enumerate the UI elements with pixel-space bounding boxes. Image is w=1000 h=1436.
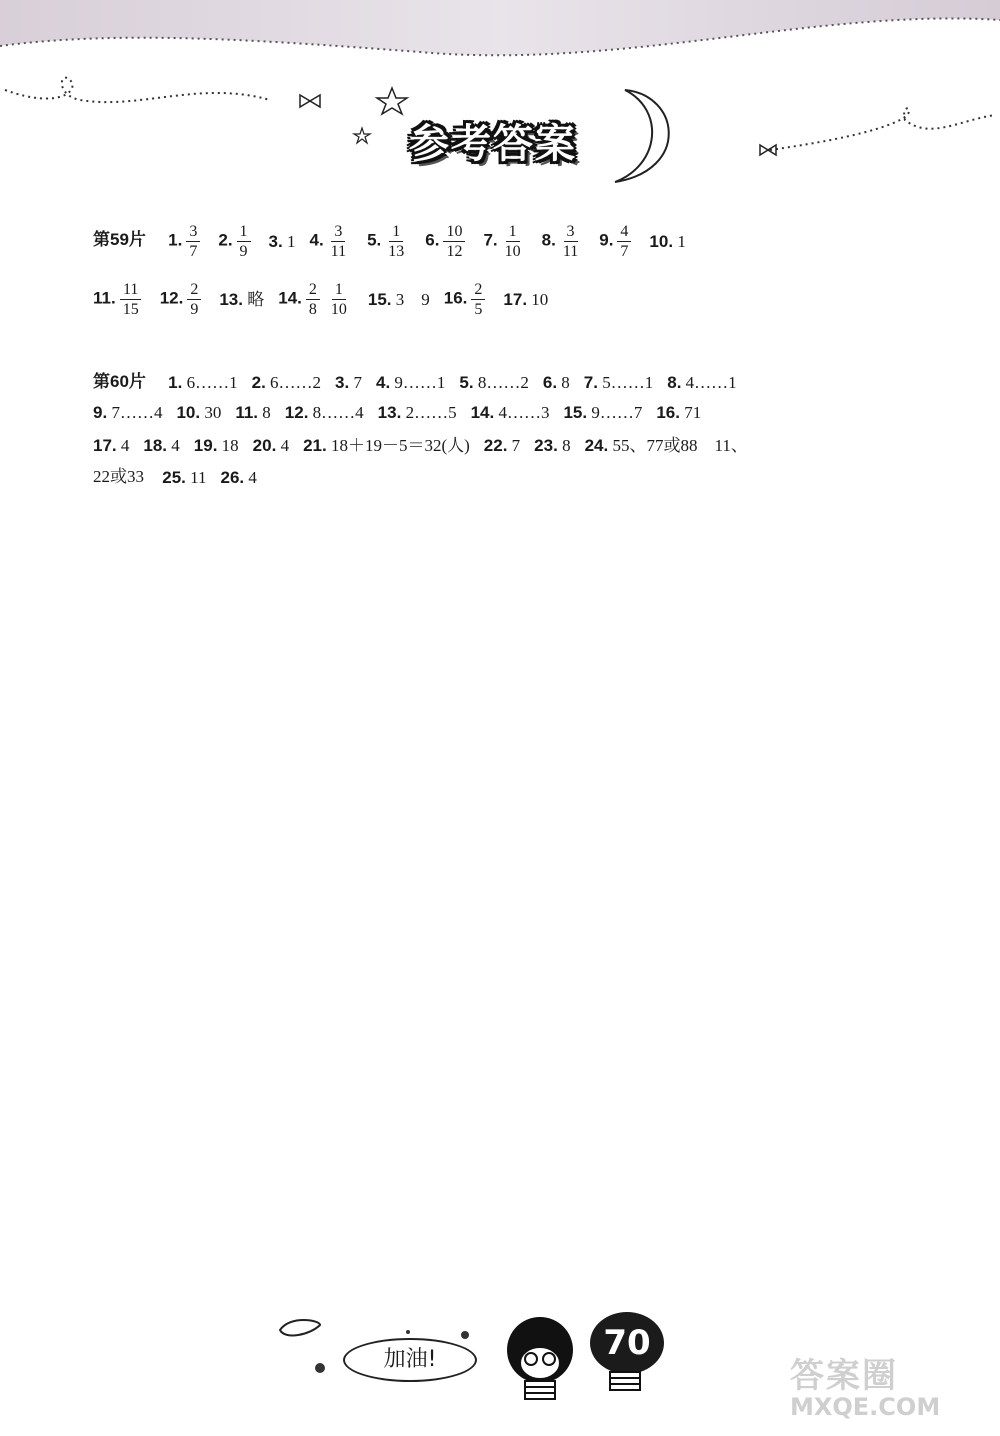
answer-value: 8 bbox=[557, 373, 570, 393]
question-number: 24. bbox=[584, 436, 609, 456]
answer-item bbox=[534, 434, 570, 458]
fraction-numerator: 10 bbox=[443, 222, 465, 242]
fraction-denominator: 7 bbox=[189, 243, 198, 260]
fraction bbox=[443, 222, 465, 261]
answer-item bbox=[367, 222, 411, 261]
bow-icon bbox=[300, 95, 320, 107]
fraction bbox=[328, 222, 349, 261]
answer-item bbox=[221, 466, 257, 490]
answer-item bbox=[253, 434, 289, 458]
answer-item bbox=[667, 371, 736, 395]
fraction-denominator: 7 bbox=[620, 243, 629, 260]
answer-item bbox=[252, 371, 321, 395]
answer-item bbox=[585, 434, 748, 458]
fraction bbox=[471, 280, 485, 319]
answer-item bbox=[235, 401, 270, 425]
fraction-denominator: 9 bbox=[239, 243, 248, 260]
question-number: 4. bbox=[309, 230, 324, 250]
answer-item bbox=[278, 280, 354, 319]
kid-body-icon bbox=[600, 1370, 650, 1400]
answer-item bbox=[176, 401, 221, 425]
section60-row1 bbox=[93, 370, 751, 395]
question-number: 17. bbox=[93, 436, 117, 456]
question-number: 19. bbox=[193, 436, 218, 456]
bow-icon-right bbox=[760, 145, 776, 155]
small-star-icon bbox=[354, 128, 370, 143]
answer-item bbox=[194, 434, 239, 458]
watermark-logo: 答案圈 bbox=[790, 1356, 898, 1396]
answer-item bbox=[563, 401, 642, 425]
question-number: 10. bbox=[649, 231, 674, 251]
answer-item bbox=[378, 401, 457, 425]
question-number: 14. bbox=[470, 403, 495, 423]
question-number: 16. bbox=[656, 403, 680, 423]
drop-icon bbox=[280, 1320, 320, 1335]
question-number: 1. bbox=[168, 230, 183, 250]
fraction-denominator: 11 bbox=[330, 243, 347, 260]
fraction bbox=[502, 222, 524, 261]
question-number: 16. bbox=[443, 288, 468, 308]
answer-value: 5……1 bbox=[597, 373, 654, 393]
fraction-numerator: 11 bbox=[120, 280, 141, 300]
fraction bbox=[120, 280, 142, 319]
watermark-url: MXQE.COM bbox=[790, 1393, 941, 1421]
answer-item bbox=[599, 222, 635, 261]
question-number: 2. bbox=[251, 373, 266, 393]
page-number: 70 bbox=[590, 1312, 664, 1374]
question-number: 2. bbox=[218, 230, 233, 250]
question-number: 20. bbox=[252, 436, 277, 456]
watermark bbox=[790, 1348, 940, 1421]
question-number: 11. bbox=[93, 288, 116, 308]
answer-value: 9……1 bbox=[390, 373, 446, 393]
answer-item bbox=[303, 434, 470, 458]
fraction-denominator: 9 bbox=[190, 301, 199, 318]
answer-value: 18＋19－5＝32(人) bbox=[326, 436, 470, 456]
answer-item bbox=[143, 434, 179, 458]
answer-item bbox=[584, 371, 653, 395]
fraction-denominator: 5 bbox=[474, 301, 483, 318]
answer-item bbox=[543, 371, 570, 395]
answer-value: 8 bbox=[557, 436, 571, 456]
answer-value: 6……1 bbox=[182, 373, 238, 393]
cheer-bubble: 加油! bbox=[343, 1338, 477, 1382]
fraction-denominator: 8 bbox=[308, 301, 317, 318]
question-number: 9. bbox=[93, 403, 108, 423]
answer-value: 30 bbox=[200, 403, 222, 423]
question-number: 10. bbox=[176, 403, 201, 423]
answer-item bbox=[425, 222, 469, 261]
answer-item bbox=[93, 401, 162, 425]
answer-item bbox=[484, 434, 520, 458]
question-number: 14. bbox=[278, 288, 302, 308]
question-number: 11. bbox=[235, 403, 259, 423]
answer-value: 8……4 bbox=[308, 403, 364, 423]
question-number: 15. bbox=[367, 289, 392, 309]
fraction-numerator: 1 bbox=[237, 222, 251, 242]
fraction bbox=[385, 222, 407, 261]
answer-value: 10 bbox=[527, 289, 549, 309]
answer-item bbox=[168, 222, 204, 261]
answer-item bbox=[93, 434, 129, 458]
fraction-numerator: 2 bbox=[187, 280, 201, 300]
fraction-numerator: 1 bbox=[389, 222, 403, 242]
section-label: 第59片 bbox=[93, 230, 146, 250]
answer-item bbox=[649, 230, 685, 254]
question-number: 3. bbox=[268, 231, 283, 251]
answer-value: 4 bbox=[276, 436, 290, 456]
answer-value: 4 bbox=[167, 436, 180, 456]
answer-item bbox=[309, 222, 353, 261]
question-number: 8. bbox=[667, 373, 682, 393]
question-number: 13. bbox=[219, 289, 243, 309]
fraction bbox=[306, 280, 320, 319]
answer-value: 3 9 bbox=[391, 289, 430, 309]
question-number: 12. bbox=[284, 403, 309, 423]
question-number: 25. bbox=[162, 468, 186, 488]
fraction bbox=[617, 222, 631, 261]
answer-item bbox=[376, 371, 445, 395]
fraction-numerator: 3 bbox=[186, 222, 200, 242]
answer-value: 8……2 bbox=[473, 373, 529, 393]
section60-row2 bbox=[93, 400, 715, 425]
question-number: 6. bbox=[542, 373, 558, 393]
answer-value: 8 bbox=[258, 403, 271, 423]
fraction bbox=[328, 280, 350, 319]
answer-value: 2……5 bbox=[401, 403, 457, 423]
section59-row1 bbox=[93, 222, 700, 261]
question-number: 5. bbox=[459, 373, 474, 393]
question-number: 9. bbox=[599, 230, 614, 250]
answer-value: 1 bbox=[282, 231, 296, 251]
question-number: 17. bbox=[503, 289, 528, 309]
answer-item bbox=[218, 222, 254, 261]
answer-item bbox=[444, 280, 490, 319]
question-number: 6. bbox=[425, 230, 440, 250]
question-number: 13. bbox=[377, 403, 402, 423]
section-label: 第60片 bbox=[93, 372, 146, 391]
fraction bbox=[237, 222, 251, 261]
fraction-numerator: 2 bbox=[471, 280, 485, 300]
fraction-denominator: 10 bbox=[504, 243, 521, 260]
fraction-denominator: 13 bbox=[388, 243, 405, 260]
answer-value: 1 bbox=[673, 231, 686, 251]
answer-item bbox=[162, 466, 206, 490]
answer-value: 4 bbox=[244, 468, 257, 488]
answer-item bbox=[269, 230, 296, 254]
answer-item bbox=[93, 280, 146, 319]
question-number: 18. bbox=[143, 436, 168, 456]
fraction-numerator: 3 bbox=[331, 222, 345, 242]
answer-item bbox=[471, 401, 550, 425]
fraction-denominator: 12 bbox=[446, 243, 463, 260]
answer-continuation: 22或33 bbox=[93, 467, 144, 486]
answer-item bbox=[503, 288, 548, 312]
answer-item bbox=[368, 288, 430, 312]
answer-value: 7 bbox=[507, 436, 521, 456]
answer-value: 6……2 bbox=[265, 373, 322, 393]
question-number: 4. bbox=[375, 373, 391, 393]
answer-item bbox=[219, 288, 264, 312]
answer-item bbox=[285, 401, 364, 425]
fraction bbox=[187, 280, 201, 319]
answer-value: 4 bbox=[116, 436, 130, 456]
fraction-denominator: 11 bbox=[562, 243, 579, 260]
page-title: 参考答案 bbox=[409, 121, 577, 167]
question-number: 7. bbox=[483, 230, 498, 250]
title-banner bbox=[395, 108, 635, 172]
cartoon-kid-icon bbox=[507, 1317, 573, 1399]
answer-value: 71 bbox=[679, 403, 702, 423]
question-number: 8. bbox=[541, 230, 556, 250]
answer-item bbox=[160, 280, 206, 319]
answer-value: 4……1 bbox=[681, 373, 737, 393]
section60-row4 bbox=[93, 465, 271, 490]
answer-item bbox=[335, 371, 362, 395]
answer-item bbox=[168, 371, 237, 395]
fraction bbox=[560, 222, 581, 261]
question-number: 7. bbox=[583, 373, 598, 393]
answer-item bbox=[459, 371, 528, 395]
question-number: 5. bbox=[367, 230, 382, 250]
answer-value: 18 bbox=[217, 436, 239, 456]
fraction-numerator: 4 bbox=[617, 222, 631, 242]
question-number: 26. bbox=[220, 468, 245, 488]
answer-value: 略 bbox=[242, 289, 265, 309]
section60-row3 bbox=[93, 433, 762, 458]
question-number: 21. bbox=[303, 436, 327, 456]
answer-value: 55、77或88 11、 bbox=[608, 436, 748, 456]
answer-value: 7 bbox=[349, 373, 362, 393]
question-number: 12. bbox=[159, 288, 184, 308]
fraction-numerator: 1 bbox=[332, 280, 346, 300]
question-number: 22. bbox=[483, 436, 508, 456]
answer-value: 11 bbox=[185, 468, 207, 488]
answer-value: 4……3 bbox=[494, 403, 550, 423]
answer-value: 9……7 bbox=[587, 403, 643, 423]
fraction-denominator: 15 bbox=[122, 301, 139, 318]
fraction-numerator: 1 bbox=[506, 222, 520, 242]
fraction bbox=[186, 222, 200, 261]
fraction-numerator: 2 bbox=[306, 280, 320, 300]
fraction-numerator: 3 bbox=[564, 222, 578, 242]
question-number: 23. bbox=[534, 436, 558, 456]
answer-value: 7……4 bbox=[107, 403, 163, 423]
question-number: 3. bbox=[335, 373, 350, 393]
answer-item bbox=[542, 222, 586, 261]
answer-item bbox=[483, 222, 527, 261]
question-number: 1. bbox=[168, 373, 183, 393]
section59-row2 bbox=[93, 280, 562, 319]
question-number: 15. bbox=[563, 403, 588, 423]
answer-item bbox=[656, 401, 701, 425]
fraction-denominator: 10 bbox=[330, 301, 347, 318]
